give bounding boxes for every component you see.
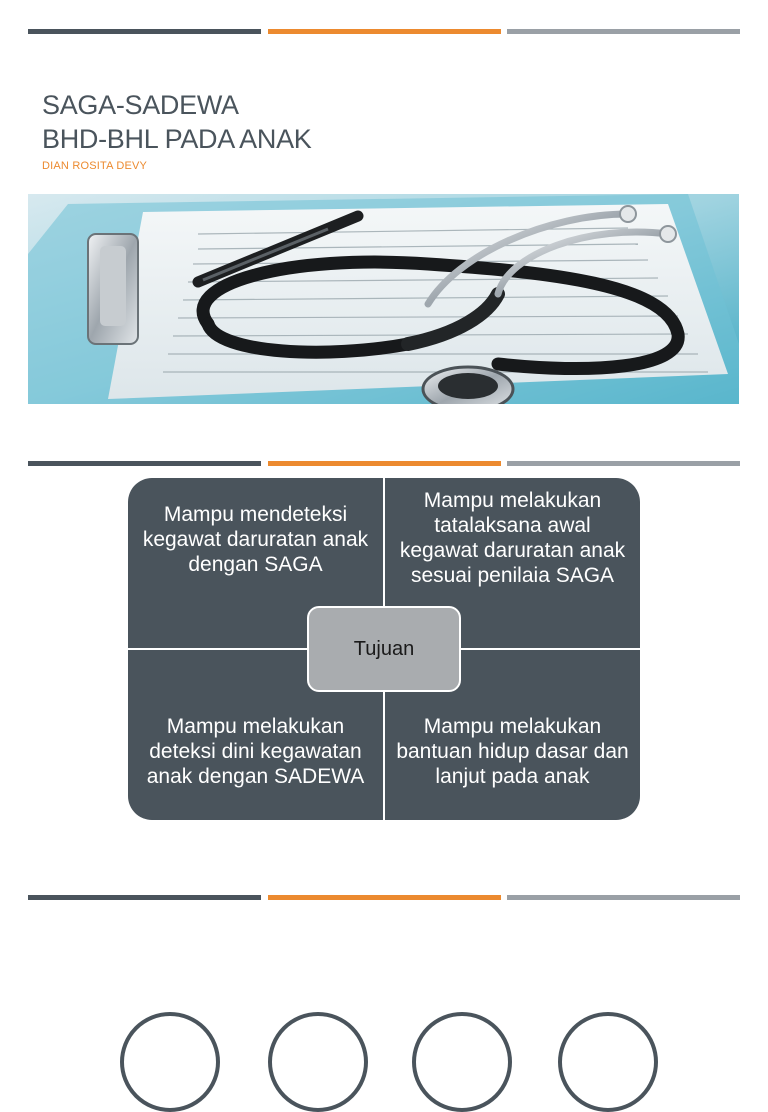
stethoscope-photo (28, 194, 739, 404)
title-slide (0, 0, 768, 430)
accent-bar-dark (28, 461, 261, 466)
circle-shape (120, 1012, 220, 1112)
objective-text: Mampu melakukan tatalaksana awal kegawat daruratan anak sesuai penilaia SAGA (399, 489, 626, 587)
accent-bars (28, 895, 740, 900)
center-label-box (307, 606, 461, 692)
objective-text: Mampu melakukan bantuan hidup dasar dan lanjut pada anak (396, 715, 629, 788)
objective-text: Mampu mendeteksi kegawat daruratan anak dengan SAGA (142, 503, 369, 576)
title-line-1: SAGA-SADEWA (42, 90, 239, 120)
accent-bar-dark (28, 29, 261, 34)
next-slide (0, 870, 768, 1024)
circle-shape (268, 1012, 368, 1112)
stethoscope-image (28, 194, 739, 404)
accent-bars (28, 29, 740, 34)
slide-title (42, 88, 312, 156)
accent-bar-orange (268, 895, 501, 900)
accent-bar-dark (28, 895, 261, 900)
circle-shape (558, 1012, 658, 1112)
circle-shape (412, 1012, 512, 1112)
center-label: Tujuan (353, 637, 415, 660)
author-name: DIAN ROSITA DEVY (42, 160, 148, 172)
accent-bars (28, 461, 740, 466)
objective-text: Mampu melakukan deteksi dini kegawatan anak dengan SADEWA (146, 715, 365, 788)
accent-bar-gray (507, 461, 740, 466)
title-line-2: BHD-BHL PADA ANAK (42, 124, 312, 154)
accent-bar-orange (268, 461, 501, 466)
accent-bar-gray (507, 895, 740, 900)
accent-bar-orange (268, 29, 501, 34)
accent-bar-gray (507, 29, 740, 34)
